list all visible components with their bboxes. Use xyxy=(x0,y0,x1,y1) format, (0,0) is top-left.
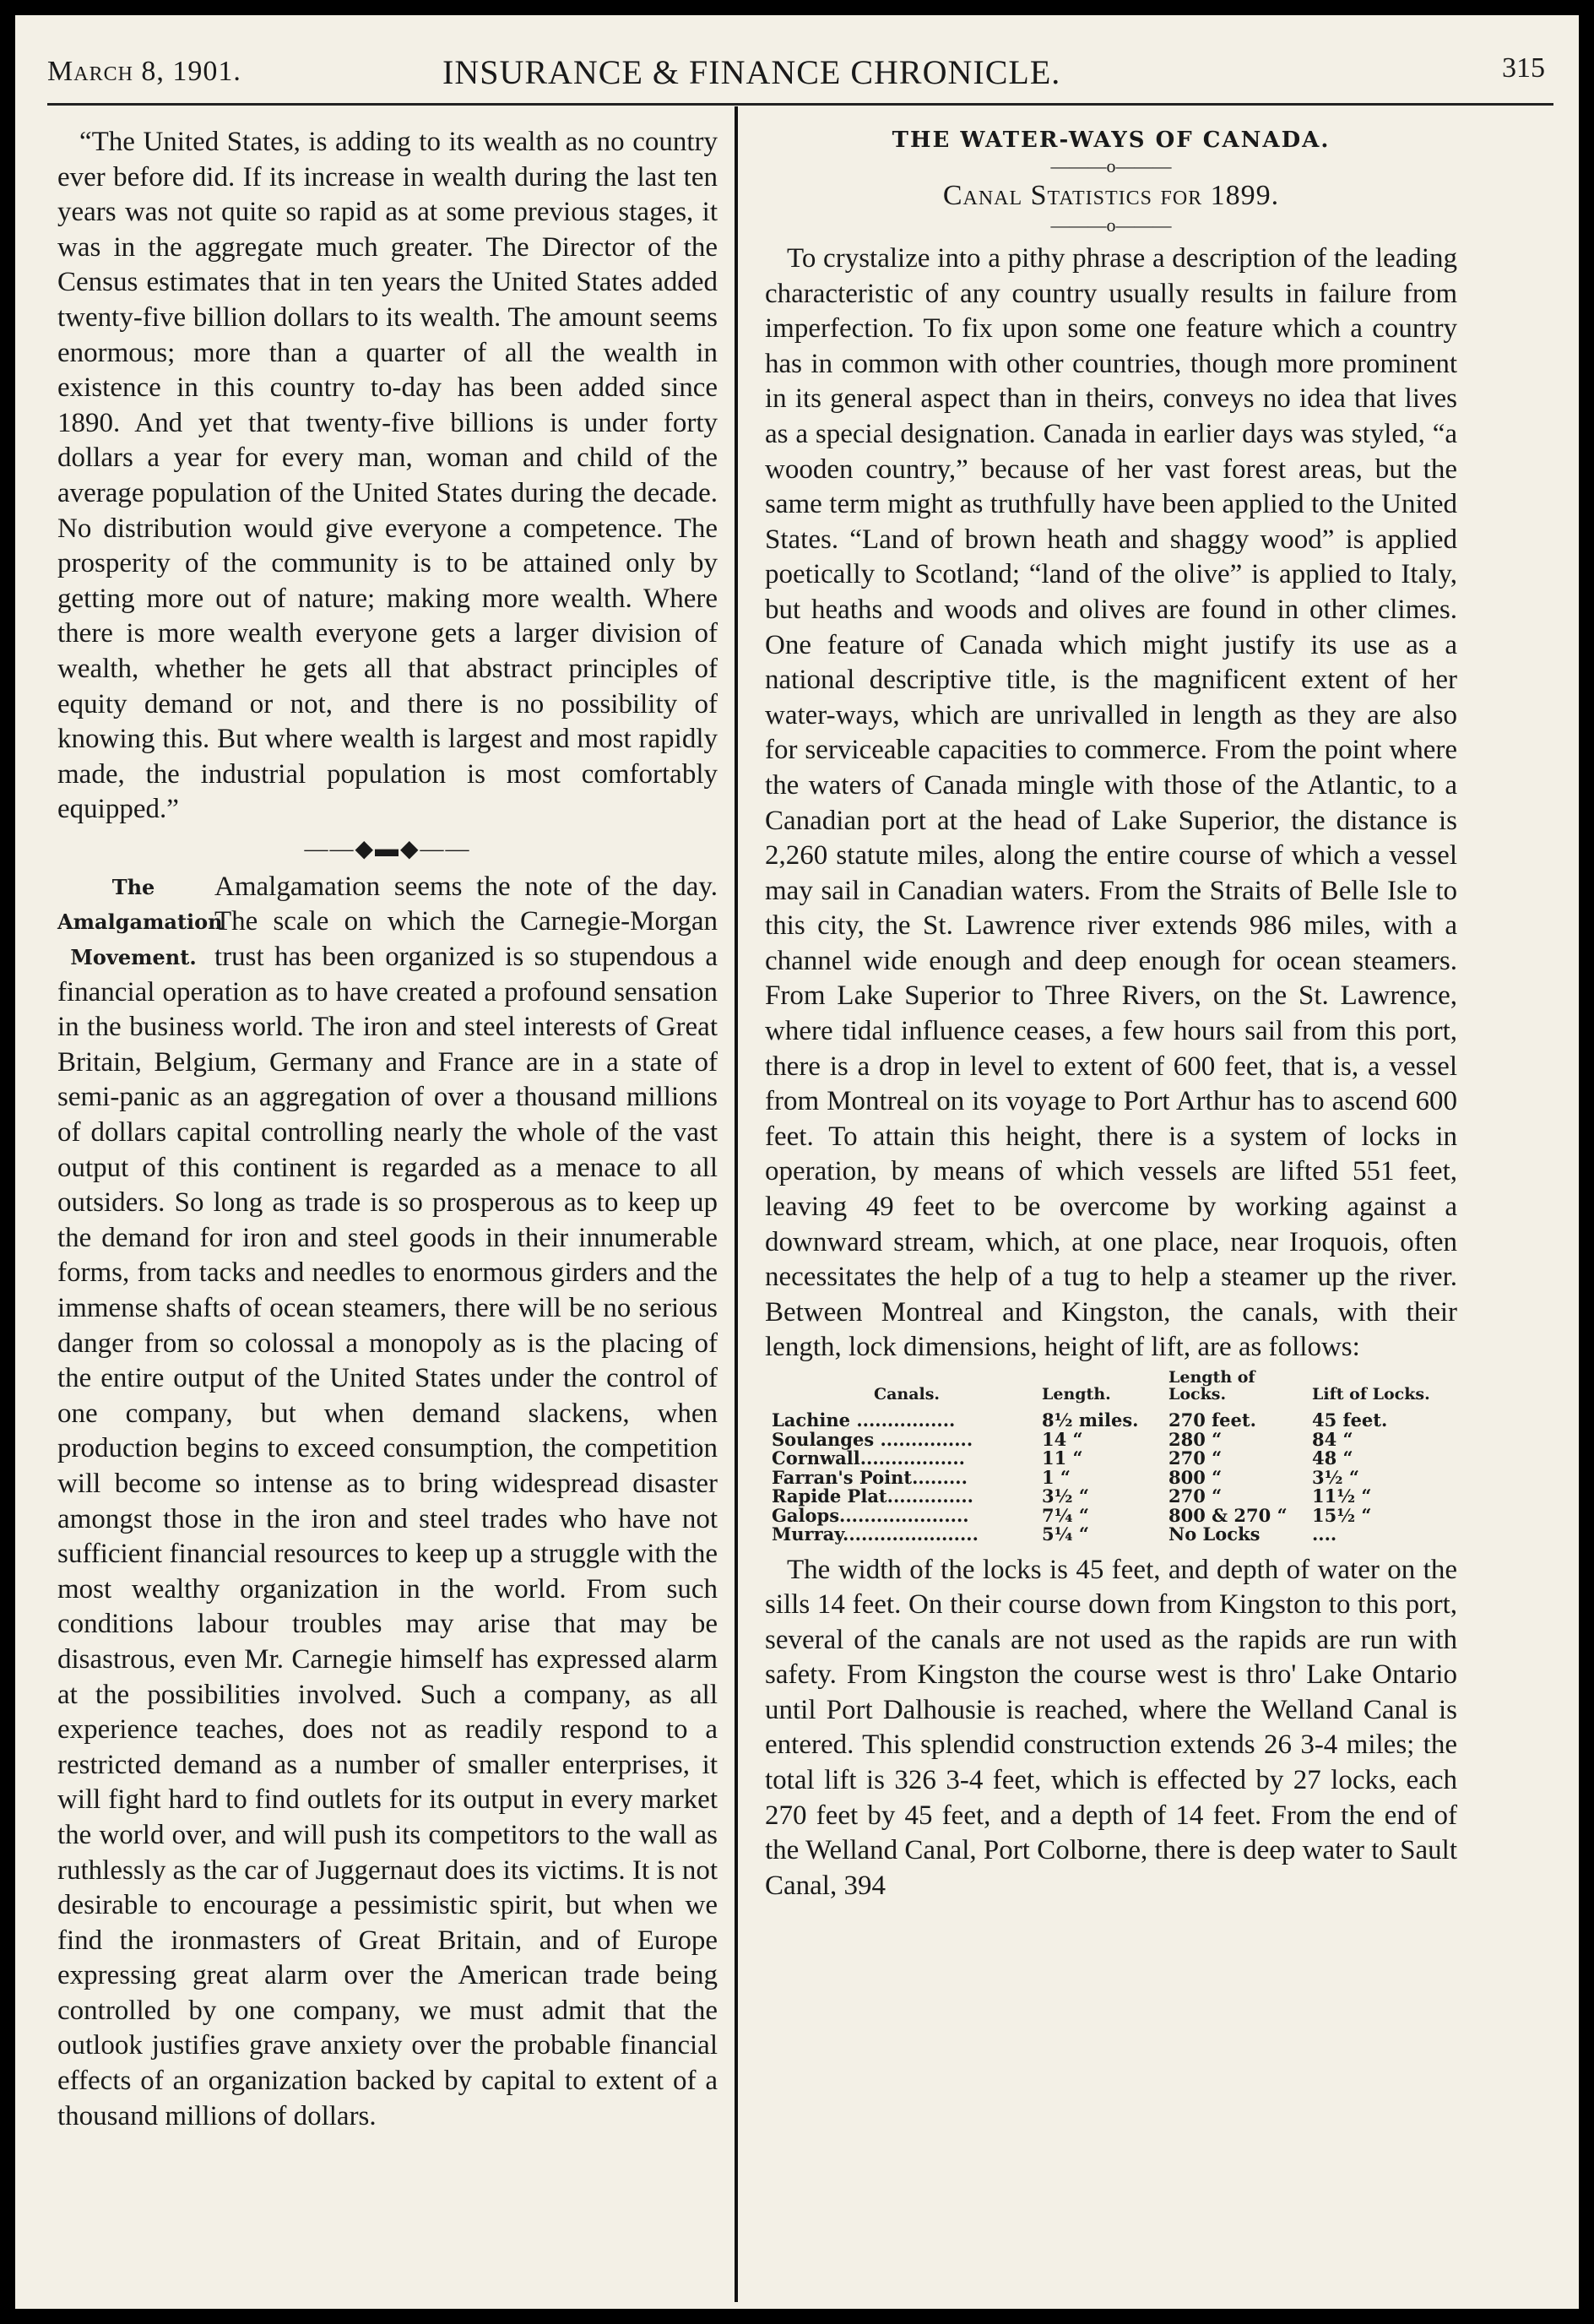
canal-name: Rapide Plat.............. xyxy=(772,1485,973,1507)
table-row xyxy=(772,1507,1430,1526)
canal-length: 5¼ “ xyxy=(1042,1523,1089,1545)
issue-date: March 8, 1901. xyxy=(47,56,241,87)
publication-title: INSURANCE & FINANCE CHRONICLE. xyxy=(442,53,1061,91)
table-row xyxy=(772,1469,1430,1488)
title-separator: ———o——— xyxy=(1050,155,1172,176)
canal-length: 11 “ xyxy=(1042,1447,1083,1469)
column-header: Length. xyxy=(1042,1385,1111,1404)
lock-lift: 3½ “ xyxy=(1312,1466,1359,1488)
right-column xyxy=(765,125,1457,1903)
header-rule xyxy=(47,103,1553,106)
article-title: THE WATER-WAYS OF CANADA. xyxy=(892,128,1331,153)
side-heading-line: Movement. xyxy=(70,945,197,970)
lock-length: 800 & 270 “ xyxy=(1168,1504,1288,1526)
section-ornament: ——◆▬◆—— xyxy=(304,835,471,862)
column-header: Length of Locks. xyxy=(1168,1368,1255,1404)
canal-length: 3½ “ xyxy=(1042,1485,1089,1507)
subtitle-separator: ———o——— xyxy=(1050,214,1172,236)
lock-lift: 15½ “ xyxy=(1312,1504,1372,1526)
canal-length: 8½ miles. xyxy=(1042,1409,1139,1431)
table-row xyxy=(772,1431,1430,1450)
page-header xyxy=(47,41,1553,100)
lock-lift: 84 “ xyxy=(1312,1428,1353,1450)
census-quote: “The United States, is adding to its wealth as no country ever before did. If its increase in wealth during the last ten years was not quite so rapid as at some previous stages, it was in the aggregate much greater. The Director of the Census estimates that in ten years the United States added twenty-five billion dollars to its wealth. The amount seems enormous; more than a quarter of all the wealth in existence in this country to-day has been added since 1890. And yet that twenty-five billions is under forty dollars a year for every man, woman and child of the average population of the United States during the decade. No distribution would give everyone a competence. The prosperity of the community is to be attained only by getting more out of nature; making more wealth. Where there is more wealth everyone gets a larger division of wealth, whether he gets all that abstract principles of equity demand or not, and there is no possibility of knowing this. But where wealth is largest and most rapidly made, the industrial population is most comfortably equipped.” xyxy=(57,127,718,825)
lock-length: 800 “ xyxy=(1168,1466,1223,1488)
article-body: Amalgamation seems the note of the day. The scale on which the Carnegie-Morgan trust has been organized is so stupendous a financial operation as to have created a profound sensation in the business world. The iron and steel interests of Great Britain, Belgium, Germany and France are in a state of semi-panic as an aggregation of over a thousand millions of dollars capital controlling nearly the whole of the vast output of this continent is regarded as a menace to all outsiders. So long as trade is so prosperous as to keep up the demand for iron and steel goods in their innumerable forms, from tacks and needles to enormous girders and the immense shafts of ocean steamers, there will be no serious danger from so colossal a monopoly as is the placing of the entire output of the United States under the control of one company, but when demand slackens, when production begins to exceed consumption, the competition will become so intense as to bring widespread disaster amongst those in the iron and steel trades who have not sufficient financial resources to keep up a struggle with the most wealthy organization in the world. From such conditions labour troubles may arise that may be disastrous, even Mr. Carnegie himself has expressed alarm at the possibilities involved. Such a company, as all experience teaches, does not as readily respond to a restricted demand as a number of smaller enterprises, it will fight hard to find outlets for its output in every market the world over, and will push its competitors to the wall as ruthlessly as the car of Juggernaut does its victims. It is not desirable to encourage a pessimistic spirit, but when we find the ironmasters of Great Britain, and of Europe expressing great alarm over the American trade being controlled by one company, we must admit that the outlook justifies grave anxiety over the probable financial effects of an organization backed by capital to extent of a thousand millions of dollars. xyxy=(57,871,718,2131)
canal-length: 7¼ “ xyxy=(1042,1504,1089,1526)
lock-lift: 11½ “ xyxy=(1312,1485,1372,1507)
table-row xyxy=(772,1411,1430,1431)
lock-length: 280 “ xyxy=(1168,1428,1223,1450)
side-heading xyxy=(57,870,223,975)
canal-name: Farran's Point......... xyxy=(772,1466,968,1488)
canal-statistics-table xyxy=(772,1369,1430,1545)
canal-name: Galops..................... xyxy=(772,1504,969,1526)
lock-lift: 48 “ xyxy=(1312,1447,1353,1469)
lock-lift: 45 feet. xyxy=(1312,1409,1388,1431)
table-row xyxy=(772,1487,1430,1507)
newspaper-page xyxy=(15,15,1579,2309)
page-number: 315 xyxy=(1502,52,1545,84)
canal-name: Lachine ................ xyxy=(772,1409,956,1431)
article-paragraph: The width of the locks is 45 feet, and depth of water on the sills 14 feet. On their course down from Kingston to this port, several of the canals are not used as the rapids are run with safety. From Kingston the course west is thro' Lake Ontario until Port Dalhousie is reached, where the Welland Canal is entered. This splendid construction extends 26 3-4 miles; the total lift is 326 3-4 feet, which is effected by 27 locks, each 270 feet by 45 feet, and a depth of 14 feet. From the end of the Welland Canal, Port Colborne, there is deep water to Sault Canal, 394 xyxy=(765,1554,1457,1901)
article-subtitle: Canal Statistics for 1899. xyxy=(942,180,1280,211)
column-rule xyxy=(735,106,738,2302)
canal-length: 14 “ xyxy=(1042,1428,1083,1450)
canal-name: Murray...................... xyxy=(772,1523,979,1545)
lock-length: 270 “ xyxy=(1168,1447,1223,1469)
amalgamation-article xyxy=(57,870,718,2134)
table-row xyxy=(772,1525,1430,1545)
lock-lift: .... xyxy=(1312,1523,1337,1545)
lock-length: 270 “ xyxy=(1168,1485,1223,1507)
table-header-row xyxy=(772,1369,1430,1411)
canal-name: Soulanges ............... xyxy=(772,1428,973,1450)
table-row xyxy=(772,1449,1430,1469)
side-heading-line: Amalgamation xyxy=(57,910,223,935)
left-column xyxy=(57,125,718,2134)
column-header: Canals. xyxy=(873,1385,941,1404)
lock-length: No Locks xyxy=(1168,1523,1261,1545)
side-heading-line: The xyxy=(111,874,155,899)
canal-name: Cornwall................. xyxy=(772,1447,965,1469)
article-paragraph: To crystalize into a pithy phrase a description of the leading characteristic of any country usually results in failure from imperfection. To fix upon some one feature which a country has in common with other countries, though more prominent in its general aspect than in theirs, conveys no idea that lives as a special designation. Canada in earlier days was styled, “a wooden country,” because of her vast forest areas, but the same term might as truthfully have been applied to the United States. “Land of brown heath and shaggy wood” is applied poetically to Scotland; “land of the olive” is applied to Italy, but heaths and woods and olives are found in other climes. One feature of Canada which might justify its use as a national descriptive title, is the magnificent extent of her water-ways, which are unrivalled in length as they are also for serviceable capacities to commerce. From the point where the waters of Canada mingle with those of the Atlantic, to a Canadian port at the head of Lake Superior, the distance is 2,260 statute miles, along the entire course of which a vessel may sail in Canadian waters. From the Straits of Belle Isle to this city, the St. Lawrence river extends 986 miles, with a channel wide enough and deep enough for ocean steamers. From Lake Superior to Three Rivers, on the St. Lawrence, where tidal influence ceases, a few hours sail from this port, there is a drop in level to extent of 600 feet, that is, a vessel from Montreal on its voyage to Port Arthur has to ascend 600 feet. To attain this height, there is a system of locks in operation, by means of which vessels are lifted 551 feet, leaving 49 feet to be overcome by working against a downward stream, which, at one place, near Iroquois, often necessitates the help of a tug to help a steamer up the river. Between Montreal and Kingston, the canals, with their length, lock dimensions, height of lift, are as follows: xyxy=(765,243,1457,1363)
lock-length: 270 feet. xyxy=(1168,1409,1256,1431)
column-header: Lift of Locks. xyxy=(1312,1385,1430,1404)
canal-length: 1 “ xyxy=(1042,1466,1071,1488)
